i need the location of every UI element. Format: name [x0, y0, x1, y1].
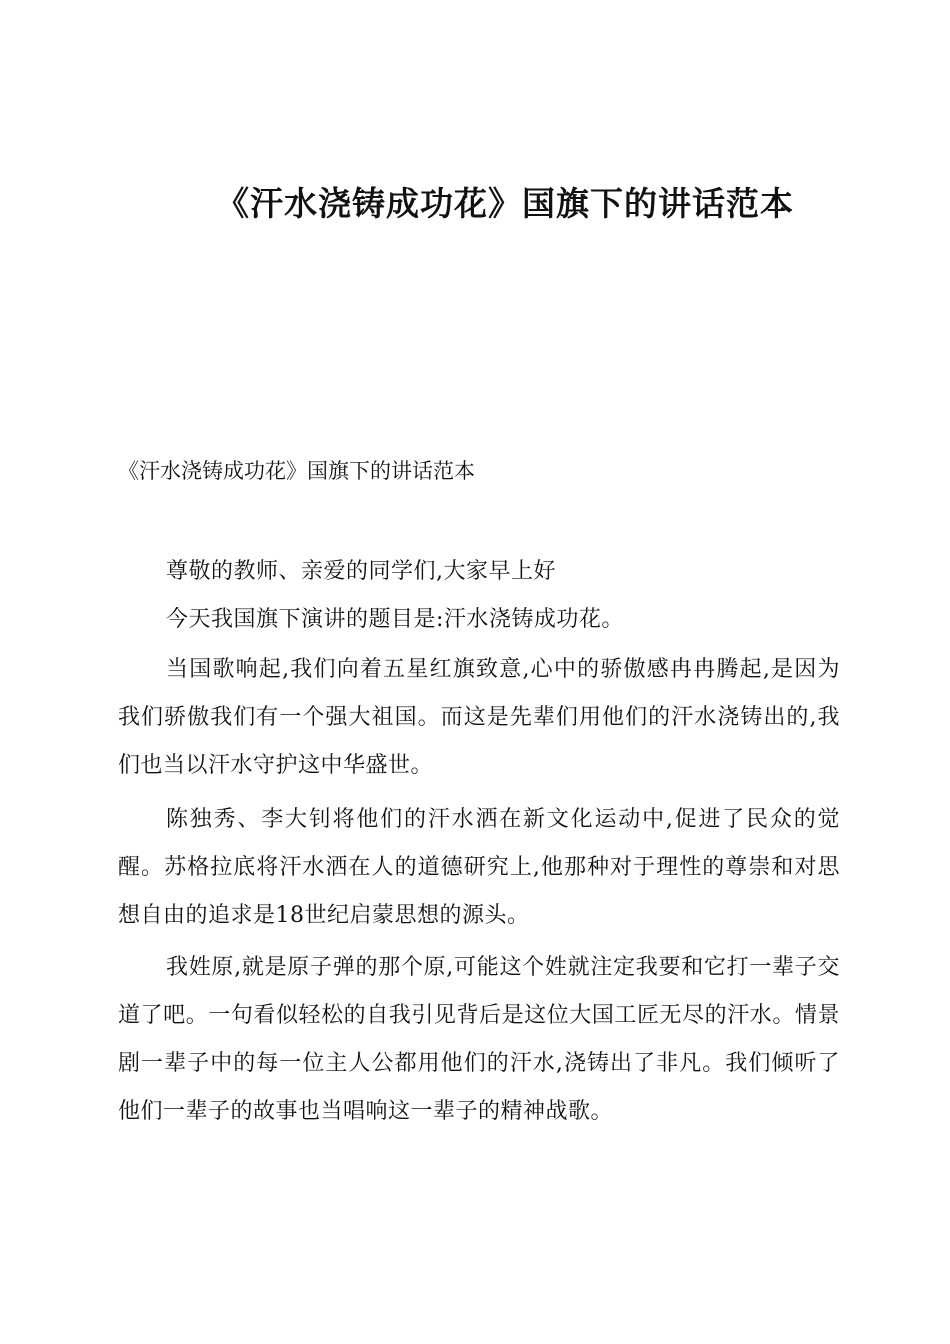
paragraph-new-culture: 陈独秀、李大钊将他们的汗水洒在新文化运动中,促进了民众的觉醒。苏格拉底将汗水洒在人的道德研究上,他那种对于理性的尊崇和对思想自由的追求是18世纪启蒙思想的源头。: [118, 807, 840, 928]
paragraph-craftsman: 我姓原,就是原子弹的那个原,可能这个姓就注定我要和它打一辈子交道了吧。一句看似轻松的自我引见背后是这位大国工匠无尽的汗水。情景剧一辈子中的每一位主人公都用他们的汗水,浇铸出了非凡。我们倾听了他们一辈子的故事也当唱响这一辈子的精神战歌。: [118, 955, 840, 1124]
paragraph-topic: 今天我国旗下演讲的题目是:汗水浇铸成功花。: [166, 607, 624, 632]
paragraph-greeting: 尊敬的教师、亲爱的同学们,大家早上好: [166, 559, 556, 584]
page-title: 《汗水浇铸成功花》国旗下的讲话范本: [216, 184, 794, 223]
paragraph-anthem: 当国歌响起,我们向着五星红旗致意,心中的骄傲感冉冉腾起,是因为我们骄傲我们有一个强大祖国。而这是先辈们用他们的汗水浇铸出的,我们也当以汗水守护这中华盛世。: [118, 657, 840, 778]
document-subtitle: 《汗水浇铸成功花》国旗下的讲话范本: [118, 459, 475, 483]
